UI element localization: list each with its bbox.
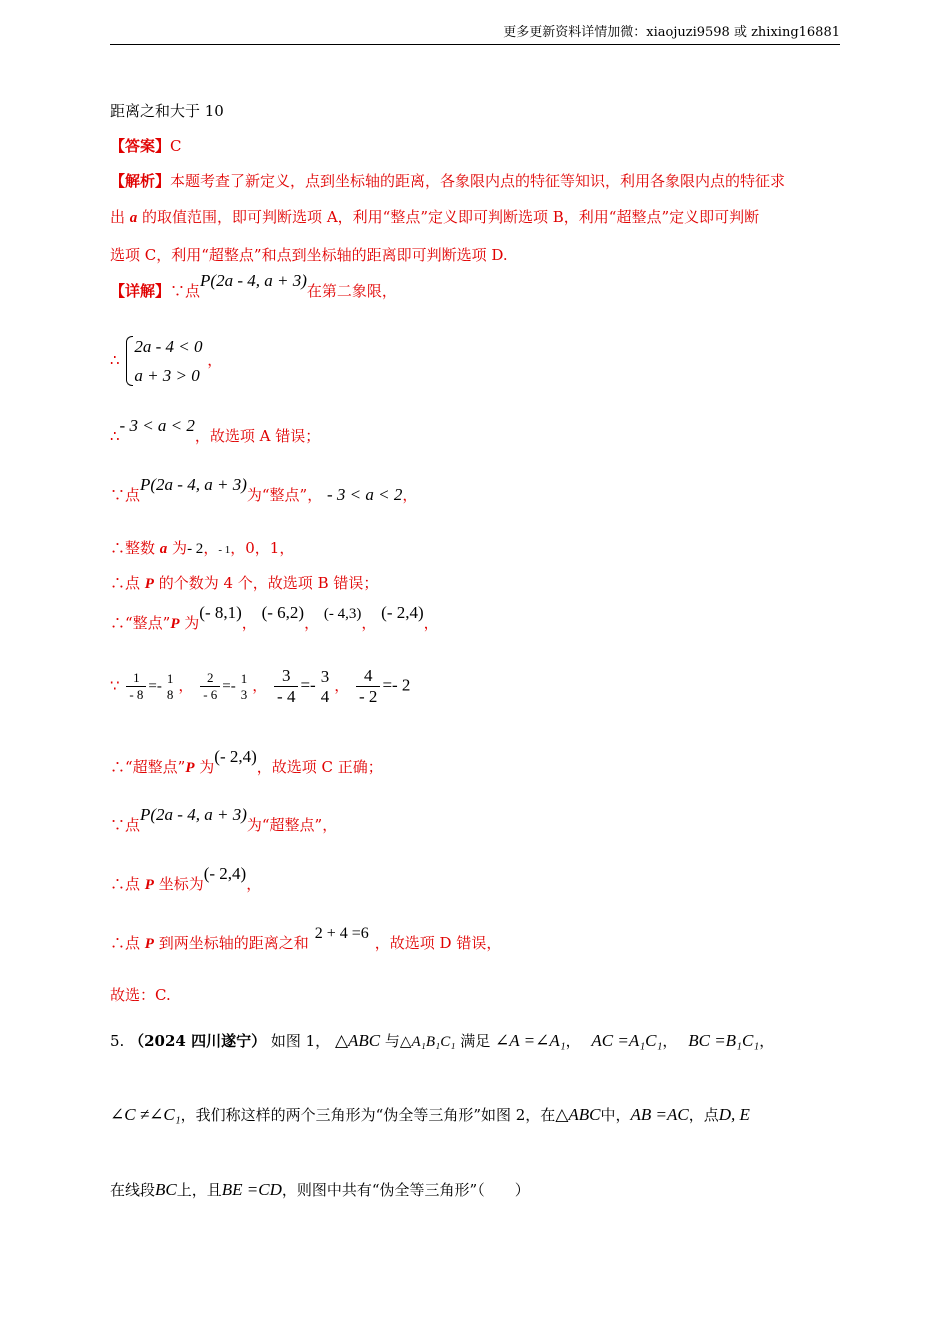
equals: =- 2 [382, 675, 411, 695]
equals: =- [222, 678, 236, 695]
separator: ， [304, 614, 320, 632]
separator: ， [252, 676, 268, 695]
equals: =- [148, 678, 162, 695]
separator: ， [203, 539, 219, 557]
var-a: a [159, 541, 168, 557]
because-point: ∵点 [170, 282, 201, 300]
fraction: $\frac{3}{- 4}$ [274, 666, 298, 707]
text: 满足 [460, 1032, 491, 1050]
because-point: ∵点 [110, 816, 141, 834]
analysis-text-1: 本题考查了新定义，点到坐标轴的距离，各象限内点的特征等知识，利用各象限内点的特征求 [170, 172, 786, 190]
ratio-line [110, 666, 410, 707]
fraction: $\frac{4}{- 2}$ [356, 666, 380, 707]
text: ∴“整点” [110, 614, 171, 632]
range-tail: ，故选项 A 错误； [194, 427, 321, 445]
text: 坐标为 [153, 875, 204, 893]
text: ∴点 [110, 875, 145, 893]
text: 为“超整点”， [246, 816, 338, 834]
system-eq-2: a + 3 > 0 [134, 366, 200, 385]
coordinate: (- 4,3) [323, 606, 362, 622]
integer-point-text: 为“整点”， [246, 486, 323, 504]
integer-a-line [110, 537, 294, 558]
integer-point-line [110, 475, 418, 505]
range-inequality: - 3 < a < 2 [326, 485, 403, 504]
points-d-e: D, E [718, 1105, 750, 1124]
text: ∴点 [110, 934, 145, 952]
inequality-system [124, 332, 202, 390]
analysis-text-2a: 出 [110, 208, 130, 226]
integer-points-list-line [110, 603, 439, 633]
system-eq-1: 2a - 4 < 0 [134, 337, 203, 356]
point-expression: P(2a - 4, a + 3) [140, 805, 247, 824]
because-symbol: ∵ [110, 676, 120, 695]
question-5-line-3 [110, 1179, 530, 1200]
fraction: 1 3 [240, 670, 248, 702]
triangle-abc: △ABC [334, 1031, 381, 1050]
text: 为 [167, 539, 188, 557]
text: ， [246, 875, 262, 893]
separator: ， [662, 1032, 678, 1050]
ab-equals-ac: AB =AC [630, 1105, 689, 1124]
point-expression: P(2a - 4, a + 3) [200, 271, 307, 290]
text: ，点 [688, 1106, 719, 1124]
segment-bc: BC [155, 1180, 177, 1199]
answer-line [110, 135, 182, 156]
angle-c-condition: ∠C ≠∠C₁ [110, 1105, 181, 1124]
text: ，0，1， [230, 539, 295, 557]
analysis-label: 【解析】 [110, 172, 171, 190]
triangle-abc: △ABC [555, 1105, 601, 1124]
continuation-line: 距离之和大于 10 [110, 102, 224, 120]
therefore-symbol: ∴ [110, 427, 120, 445]
text: 到两坐标轴的距离之和 [153, 934, 309, 952]
analysis-line-3: 选项 C，利用“超整点”和点到坐标轴的距离即可判断选项 D. [110, 246, 508, 264]
text: ，故选项 C 正确； [256, 758, 383, 776]
therefore-symbol: ∴ [110, 351, 120, 369]
be-equals-cd: BE =CD [221, 1180, 282, 1199]
text: 如图 1， [270, 1032, 331, 1050]
text: ∴整数 [110, 539, 160, 557]
point-count-line [110, 572, 378, 593]
side-bc-condition: BC =B₁C₁ [688, 1031, 760, 1050]
range-line [110, 416, 321, 446]
coordinate-line [110, 864, 262, 894]
text: 中， [600, 1106, 631, 1124]
coordinate: (- 8,1) [199, 603, 242, 622]
text: ∴“超整点” [110, 758, 186, 776]
range-inequality: - 3 < a < 2 [119, 416, 195, 435]
var-a: a [129, 210, 138, 226]
angle-a-condition: ∠A =∠A₁ [495, 1031, 566, 1050]
coordinate: (- 6,2) [261, 603, 305, 622]
separator: ， [334, 676, 350, 695]
text: ，我们称这样的两个三角形为“伪全等三角形”如图 2，在 [180, 1106, 556, 1124]
text: 为 [179, 614, 200, 632]
separator: ， [361, 614, 377, 632]
triangle-a1b1c1: A₁B₁C₁ [411, 1034, 456, 1050]
analysis-line-1 [110, 170, 785, 191]
text: 与△ [384, 1032, 412, 1050]
value-neg1: - 1 [218, 544, 231, 556]
point-expression: P(2a - 4, a + 3) [140, 475, 247, 494]
choose-line: 故选：C. [110, 986, 171, 1004]
text: 上，且 [176, 1181, 222, 1199]
inequality-system-line [110, 332, 222, 390]
var-p: P [144, 877, 154, 893]
text: ，则图中共有“伪全等三角形”（ ） [281, 1181, 530, 1199]
separator: ， [178, 676, 194, 695]
fraction: 3 4 [320, 666, 330, 706]
separator: ， [241, 614, 257, 632]
detail-line [110, 271, 397, 301]
text: ∴点 [110, 574, 145, 592]
quadrant-text: 在第二象限， [306, 282, 397, 300]
analysis-text-2b: 的取值范围，即可判断选项 A，利用“整点”定义即可判断选项 B，利用“超整点”定义即可判断 [137, 208, 760, 226]
text: ，故选项 D 错误， [374, 934, 502, 952]
system-tail: ， [207, 351, 223, 369]
page-header: 更多更新资料详情加微：xiaojuzi9598 或 zhixing16881 [110, 22, 840, 45]
analysis-line-2 [110, 206, 759, 227]
sum-expression: 2 + 4 =6 [314, 925, 369, 942]
answer-label: 【答案】 [110, 137, 171, 155]
text: 为 [194, 758, 215, 776]
side-ac-condition: AC =A₁C₁ [591, 1031, 663, 1050]
value-neg2: - 2 [187, 541, 204, 557]
text: 的个数为 4 个，故选项 B 错误； [153, 574, 379, 592]
answer-value: C [170, 137, 182, 155]
separator: ， [423, 614, 439, 632]
var-p: P [144, 936, 154, 952]
fraction: $\frac{1}{- 8}$ [126, 670, 146, 703]
separator: ， [565, 1032, 581, 1050]
question-source: （2024 四川遂宁） [129, 1032, 267, 1050]
question-5-line-1 [110, 1030, 774, 1051]
question-5-line-2 [110, 1104, 750, 1125]
var-p: P [185, 760, 195, 776]
super-point-line [110, 805, 338, 835]
super-integer-line [110, 747, 383, 777]
distance-line [110, 925, 502, 953]
line-tail: ， [402, 486, 418, 504]
var-p: P [144, 576, 154, 592]
text: 在线段 [110, 1181, 156, 1199]
fraction: $\frac{2}{- 6}$ [200, 670, 220, 703]
equals: =- [300, 675, 316, 695]
detail-label: 【详解】 [110, 282, 171, 300]
var-p: P [170, 616, 180, 632]
coordinate: (- 2,4) [381, 603, 424, 622]
separator: ， [759, 1032, 775, 1050]
fraction: 1 8 [166, 670, 174, 702]
coordinate: (- 2,4) [203, 864, 247, 883]
coordinate: (- 2,4) [214, 747, 257, 766]
question-number: 5. [110, 1032, 125, 1050]
because-point: ∵点 [110, 486, 141, 504]
